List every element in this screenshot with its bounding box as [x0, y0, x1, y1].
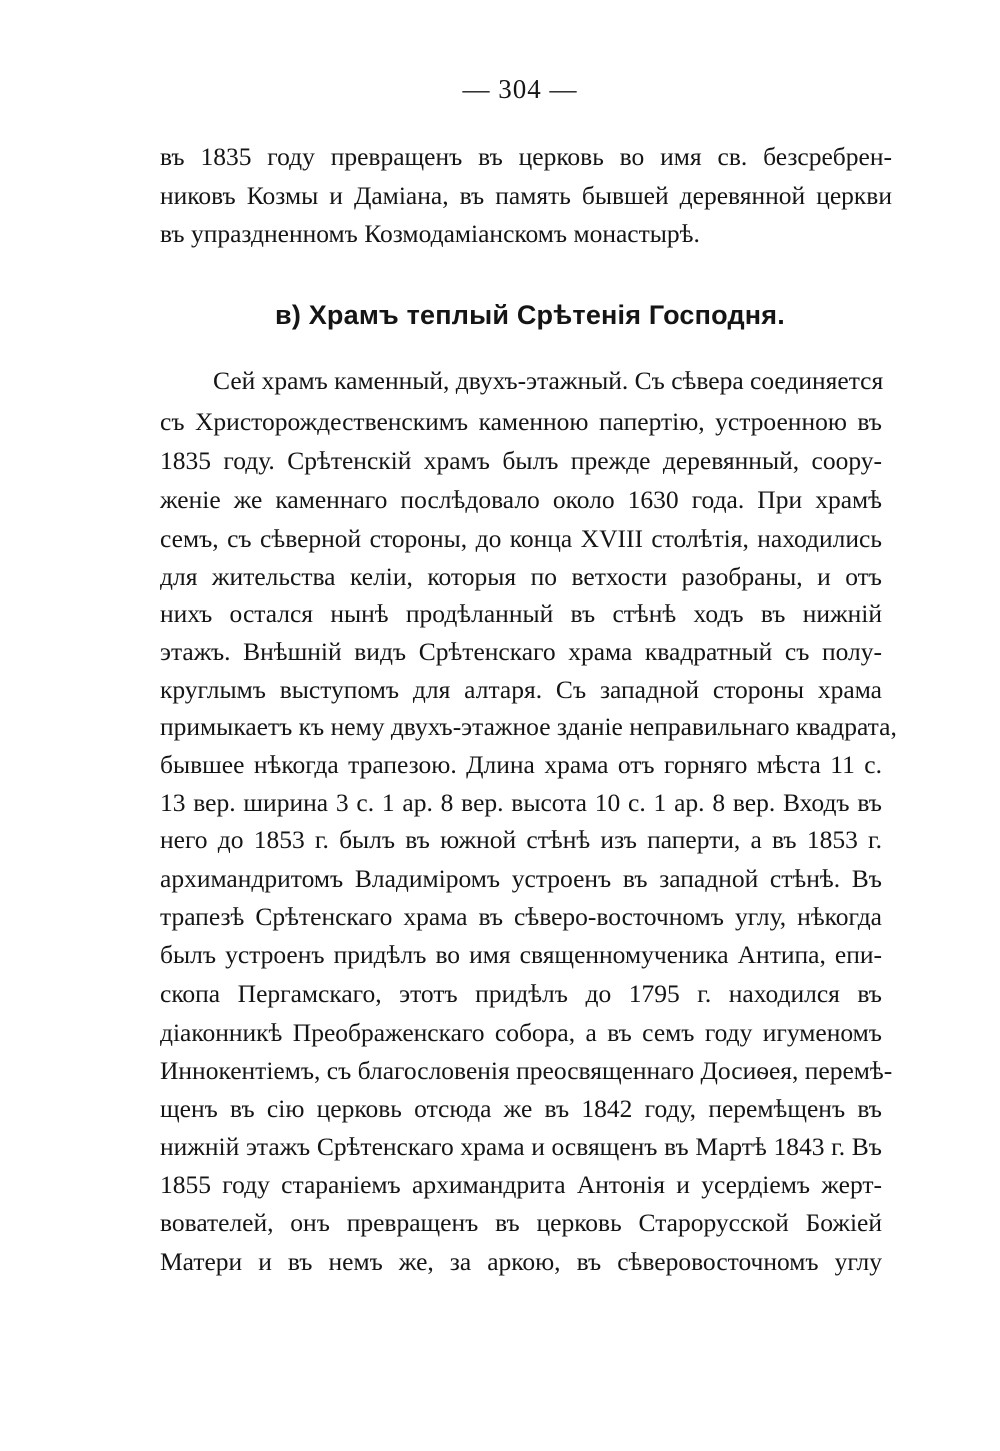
text-line: архимандритомъ Владиміромъ устроенъ въ западной стѣнѣ. Въ [160, 864, 882, 893]
text-line: Сей храмъ каменный, двухъ-этажный. Съ сѣвера соединяется [213, 366, 884, 395]
text-line: никовъ Козмы и Даміана, въ память бывшей деревянной церкви [160, 181, 892, 210]
text-line: этажъ. Внѣшній видъ Срѣтенскаго храма квадратный съ полу- [160, 637, 882, 666]
text-line: 1835 году. Срѣтенскій храмъ былъ прежде деревянный, соору- [160, 446, 882, 475]
text-line: съ Христорождественскимъ каменною папертію, устроенною въ [160, 407, 882, 436]
text-line: примыкаетъ къ нему двухъ-этажное зданіе неправильнаго квадрата, [160, 712, 897, 741]
text-line: былъ устроенъ придѣлъ во имя священномученика Антипа, епи- [160, 940, 882, 969]
section-heading: в) Храмъ теплый Срѣтенія Господня. [275, 300, 785, 330]
text-line: діаконникѣ Преображенскаго собора, а въ семъ году игуменомъ [160, 1018, 882, 1047]
text-line: Иннокентіемъ, съ благословенія преосвященнаго Досиѳея, перемѣ- [160, 1056, 893, 1085]
text-line: 13 вер. ширина 3 с. 1 ар. 8 вер. высота 10 с. 1 ар. 8 вер. Входъ въ [160, 788, 882, 817]
text-line: щенъ въ сію церковь отсюда же въ 1842 году, перемѣщенъ въ [160, 1094, 882, 1123]
text-line: бывшее нѣкогда трапезою. Длина храма отъ горняго мѣста 11 с. [160, 750, 882, 779]
text-line: него до 1853 г. былъ въ южной стѣнѣ изъ паперти, а въ 1853 г. [160, 825, 882, 854]
page-number: — 304 — [462, 74, 578, 104]
text-line: скопа Пергамскаго, этотъ придѣлъ до 1795 г. находился въ [160, 979, 882, 1008]
text-line: нижній этажъ Срѣтенскаго храма и освященъ въ Мартѣ 1843 г. Въ [160, 1132, 882, 1161]
text-line: нихъ остался нынѣ продѣланный въ стѣнѣ ходъ въ нижній [160, 599, 882, 628]
text-line: въ упраздненномъ Козмодаміанскомъ монастырѣ. [160, 219, 700, 248]
text-line: Матери и въ немъ же, за аркою, въ сѣверовосточномъ углу [160, 1247, 882, 1276]
text-line: вователей, онъ превращенъ въ церковь Старорусской Божіей [160, 1208, 882, 1237]
text-line: женіе же каменнаго послѣдовало около 1630 года. При храмѣ [160, 485, 882, 514]
text-line: въ 1835 году превращенъ въ церковь во имя св. безсребрен- [160, 142, 892, 171]
text-line: для жительства келіи, которыя по ветхости разобраны, и отъ [160, 562, 882, 591]
text-line: 1855 году стараніемъ архимандрита Антонія и усердіемъ жерт- [160, 1170, 882, 1199]
text-line: трапезѣ Срѣтенскаго храма въ сѣверо-восточномъ углу, нѣкогда [160, 902, 882, 931]
text-line: круглымъ выступомъ для алтаря. Съ западной стороны храма [160, 675, 882, 704]
text-line: семъ, съ сѣверной стороны, до конца XVIII столѣтія, находились [160, 524, 882, 553]
